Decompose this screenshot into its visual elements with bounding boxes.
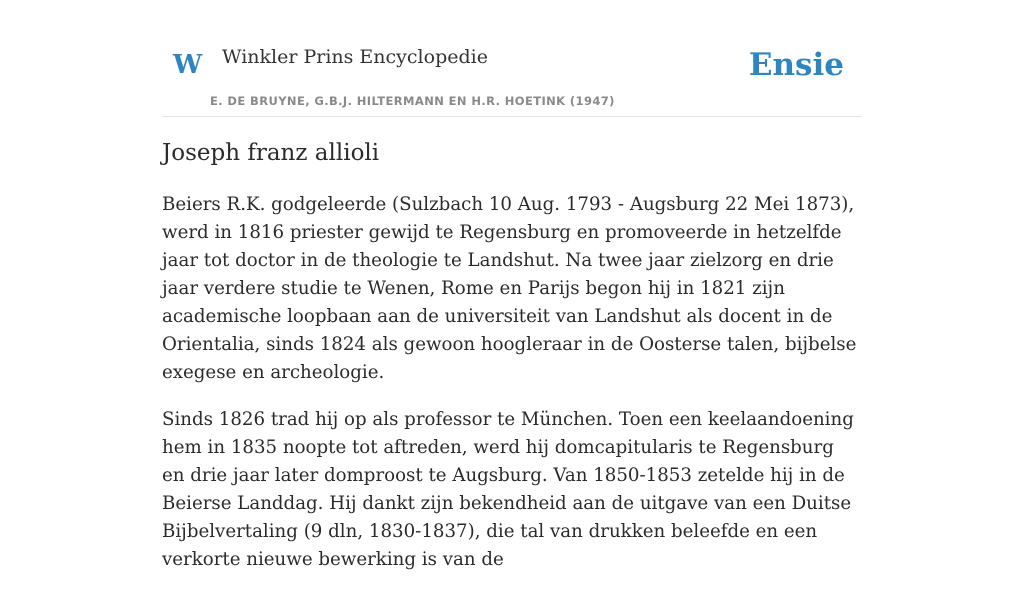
source-header [162, 0, 862, 117]
source-authors: E. DE BRUYNE, G.B.J. HILTERMANN EN H.R. HOETINK (1947) [210, 94, 615, 108]
page [162, 0, 862, 570]
entry-paragraph: Beiers R.K. godgeleerde (Sulzbach 10 Aug. 1793 - Augsburg 22 Mei 1873), werd in 1816 priester gewijd te Regensburg en promoveerde in hetzelfde jaar tot doctor in de theologie te Landshut. Na twee jaar zielzorg en drie jaar verdere studie te Wenen, Rome en Parijs begon hij in 1821 zijn academische loopbaan aan de universiteit van Landshut als docent in de Orientalia, sinds 1824 als gewoon hoogleraar in de Oosterse talen, bijbelse exegese en archeologie. [162, 194, 857, 383]
entry-title: Joseph franz allioli [162, 140, 380, 166]
source-title[interactable]: Winkler Prins Encyclopedie [222, 46, 488, 68]
ensie-logo-link[interactable]: Ensie [748, 47, 844, 83]
winkler-prins-logo-icon[interactable]: W [173, 50, 203, 80]
entry-paragraph: Sinds 1826 trad hij op als professor te München. Toen een keelaandoening hem in 1835 noopte tot aftreden, werd hij domcapitularis te Regensburg en drie jaar later domproost te Augsburg. Van 1850-1853 zetelde hij in de Beierse Landdag. Hij dankt zijn bekendheid aan de uitgave van een Duitse Bijbelvertaling (9 dln, 1830-1837), die tal van drukken beleefde en een verkorte nieuwe bewerking is van de [162, 409, 854, 570]
entry-body [162, 191, 862, 593]
